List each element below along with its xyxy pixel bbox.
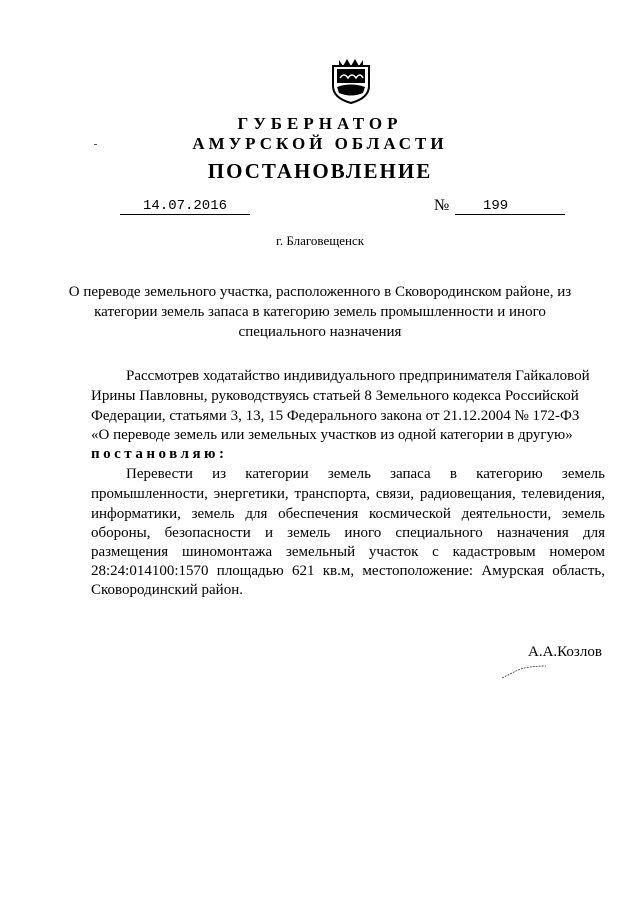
body-line: обороны, безопасности и земель иного специального назначения для <box>91 525 605 541</box>
body-line: размещения шиномонтажа земельный участок с кадастровым номером <box>91 544 605 560</box>
decree-word: постановляю: <box>91 446 228 462</box>
body-line: Сковородинский район. <box>91 582 243 598</box>
body-line: промышленности, энергетики, транспорта, связи, радиовещания, телевидения, <box>91 486 605 502</box>
body-line: «О переводе земель или земельных участков из одной категории в другую» <box>91 427 573 443</box>
document-type: ПОСТАНОВЛЕНИЕ <box>207 159 433 183</box>
body-line: Перевести из категории земель запаса в категорию земель <box>126 466 605 482</box>
body-line: информатики, земель для обеспечения космической деятельности, земель <box>91 506 605 522</box>
body-line: Ирины Павловны, руководствуясь статьей 8 Земельного кодекса Российской <box>91 388 579 404</box>
body-line: 28:24:014100:1570 площадью 621 кв.м, местоположение: Амурская область, <box>91 563 605 579</box>
coat-of-arms-emblem <box>329 56 373 104</box>
document-number: 199 <box>455 198 565 215</box>
signatory-name: А.А.Козлов <box>528 644 602 660</box>
document-date: 14.07.2016 <box>120 198 250 215</box>
issuer-region: АМУРСКОЙ ОБЛАСТИ <box>192 134 448 153</box>
title-line: категории земель запаса в категорию земель промышленности и иного <box>94 304 546 320</box>
body-line: Рассмотрев ходатайство индивидуального предпринимателя Гайкаловой <box>126 368 590 384</box>
number-label: № <box>434 197 450 214</box>
scan-mark <box>94 144 97 145</box>
title-line: специального назначения <box>238 324 402 340</box>
document-city: г. Благовещенск <box>275 233 365 248</box>
title-line: О переводе земельного участка, расположенного в Сковородинском районе, из <box>68 284 572 300</box>
document-title <box>0 282 640 342</box>
issuer-title: ГУБЕРНАТОР <box>237 114 403 133</box>
signature-mark <box>500 662 548 680</box>
body-line: Федерации, статьями 3, 13, 15 Федерального закона от 21.12.2004 № 172-ФЗ <box>91 408 580 424</box>
